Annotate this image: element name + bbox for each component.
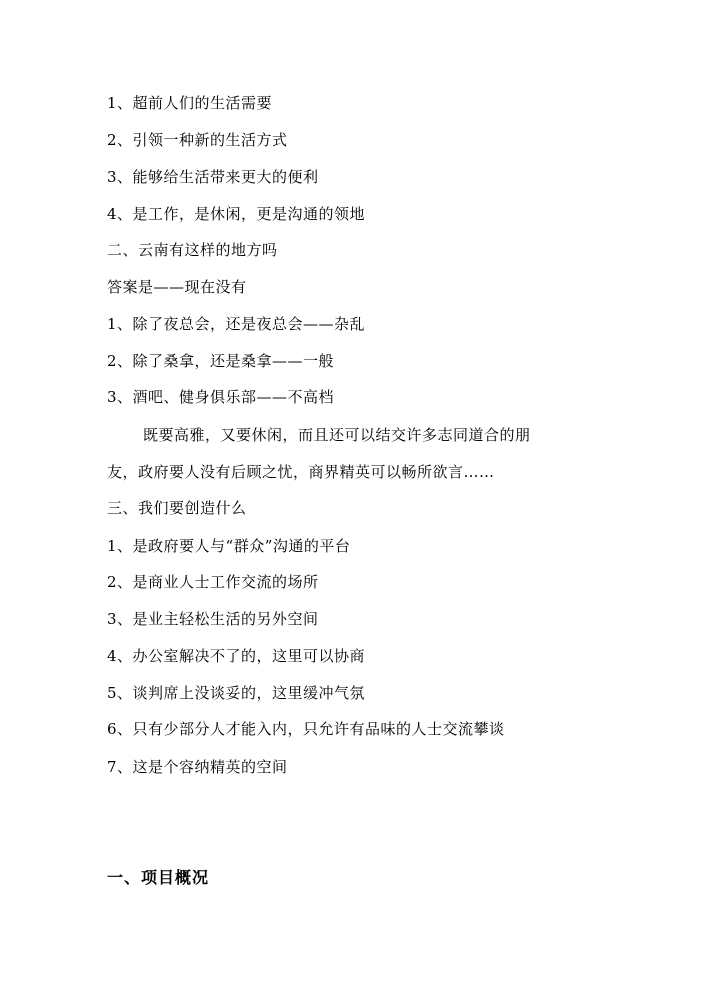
answer-text: 答案是——现在没有 (107, 278, 247, 296)
list-item: 3、是业主轻松生活的另外空间 (107, 610, 319, 628)
list-item: 2、除了桑拿，还是桑拿——一般 (107, 352, 335, 370)
list-item: 1、除了夜总会，还是夜总会——杂乱 (107, 315, 366, 333)
paragraph-line: 友，政府要人没有后顾之忧，商界精英可以畅所欲言…… (107, 463, 495, 481)
list-item: 5、谈判席上没谈妥的，这里缓冲气氛 (107, 684, 366, 702)
list-item: 2、引领一种新的生活方式 (107, 131, 288, 149)
list-item: 2、是商业人士工作交流的场所 (107, 573, 319, 591)
next-section-heading: 一、项目概况 (107, 868, 210, 887)
list-item: 1、是政府要人与“群众”沟通的平台 (107, 537, 351, 555)
list-item: 6、只有少部分人才能入内，只允许有品味的人士交流攀谈 (107, 720, 505, 738)
section-heading: 三、我们要创造什么 (107, 499, 247, 517)
section-heading: 二、云南有这样的地方吗 (107, 241, 278, 259)
paragraph-line: 既要高雅，又要休闲，而且还可以结交许多志同道合的朋 (143, 426, 531, 444)
list-item: 1、超前人们的生活需要 (107, 94, 273, 112)
list-item: 7、这是个容纳精英的空间 (107, 758, 288, 776)
list-item: 4、是工作，是休闲，更是沟通的领地 (107, 205, 366, 223)
list-item: 3、酒吧、健身俱乐部——不高档 (107, 388, 335, 406)
list-item: 4、办公室解决不了的，这里可以协商 (107, 647, 366, 665)
list-item: 3、能够给生活带来更大的便利 (107, 168, 319, 186)
